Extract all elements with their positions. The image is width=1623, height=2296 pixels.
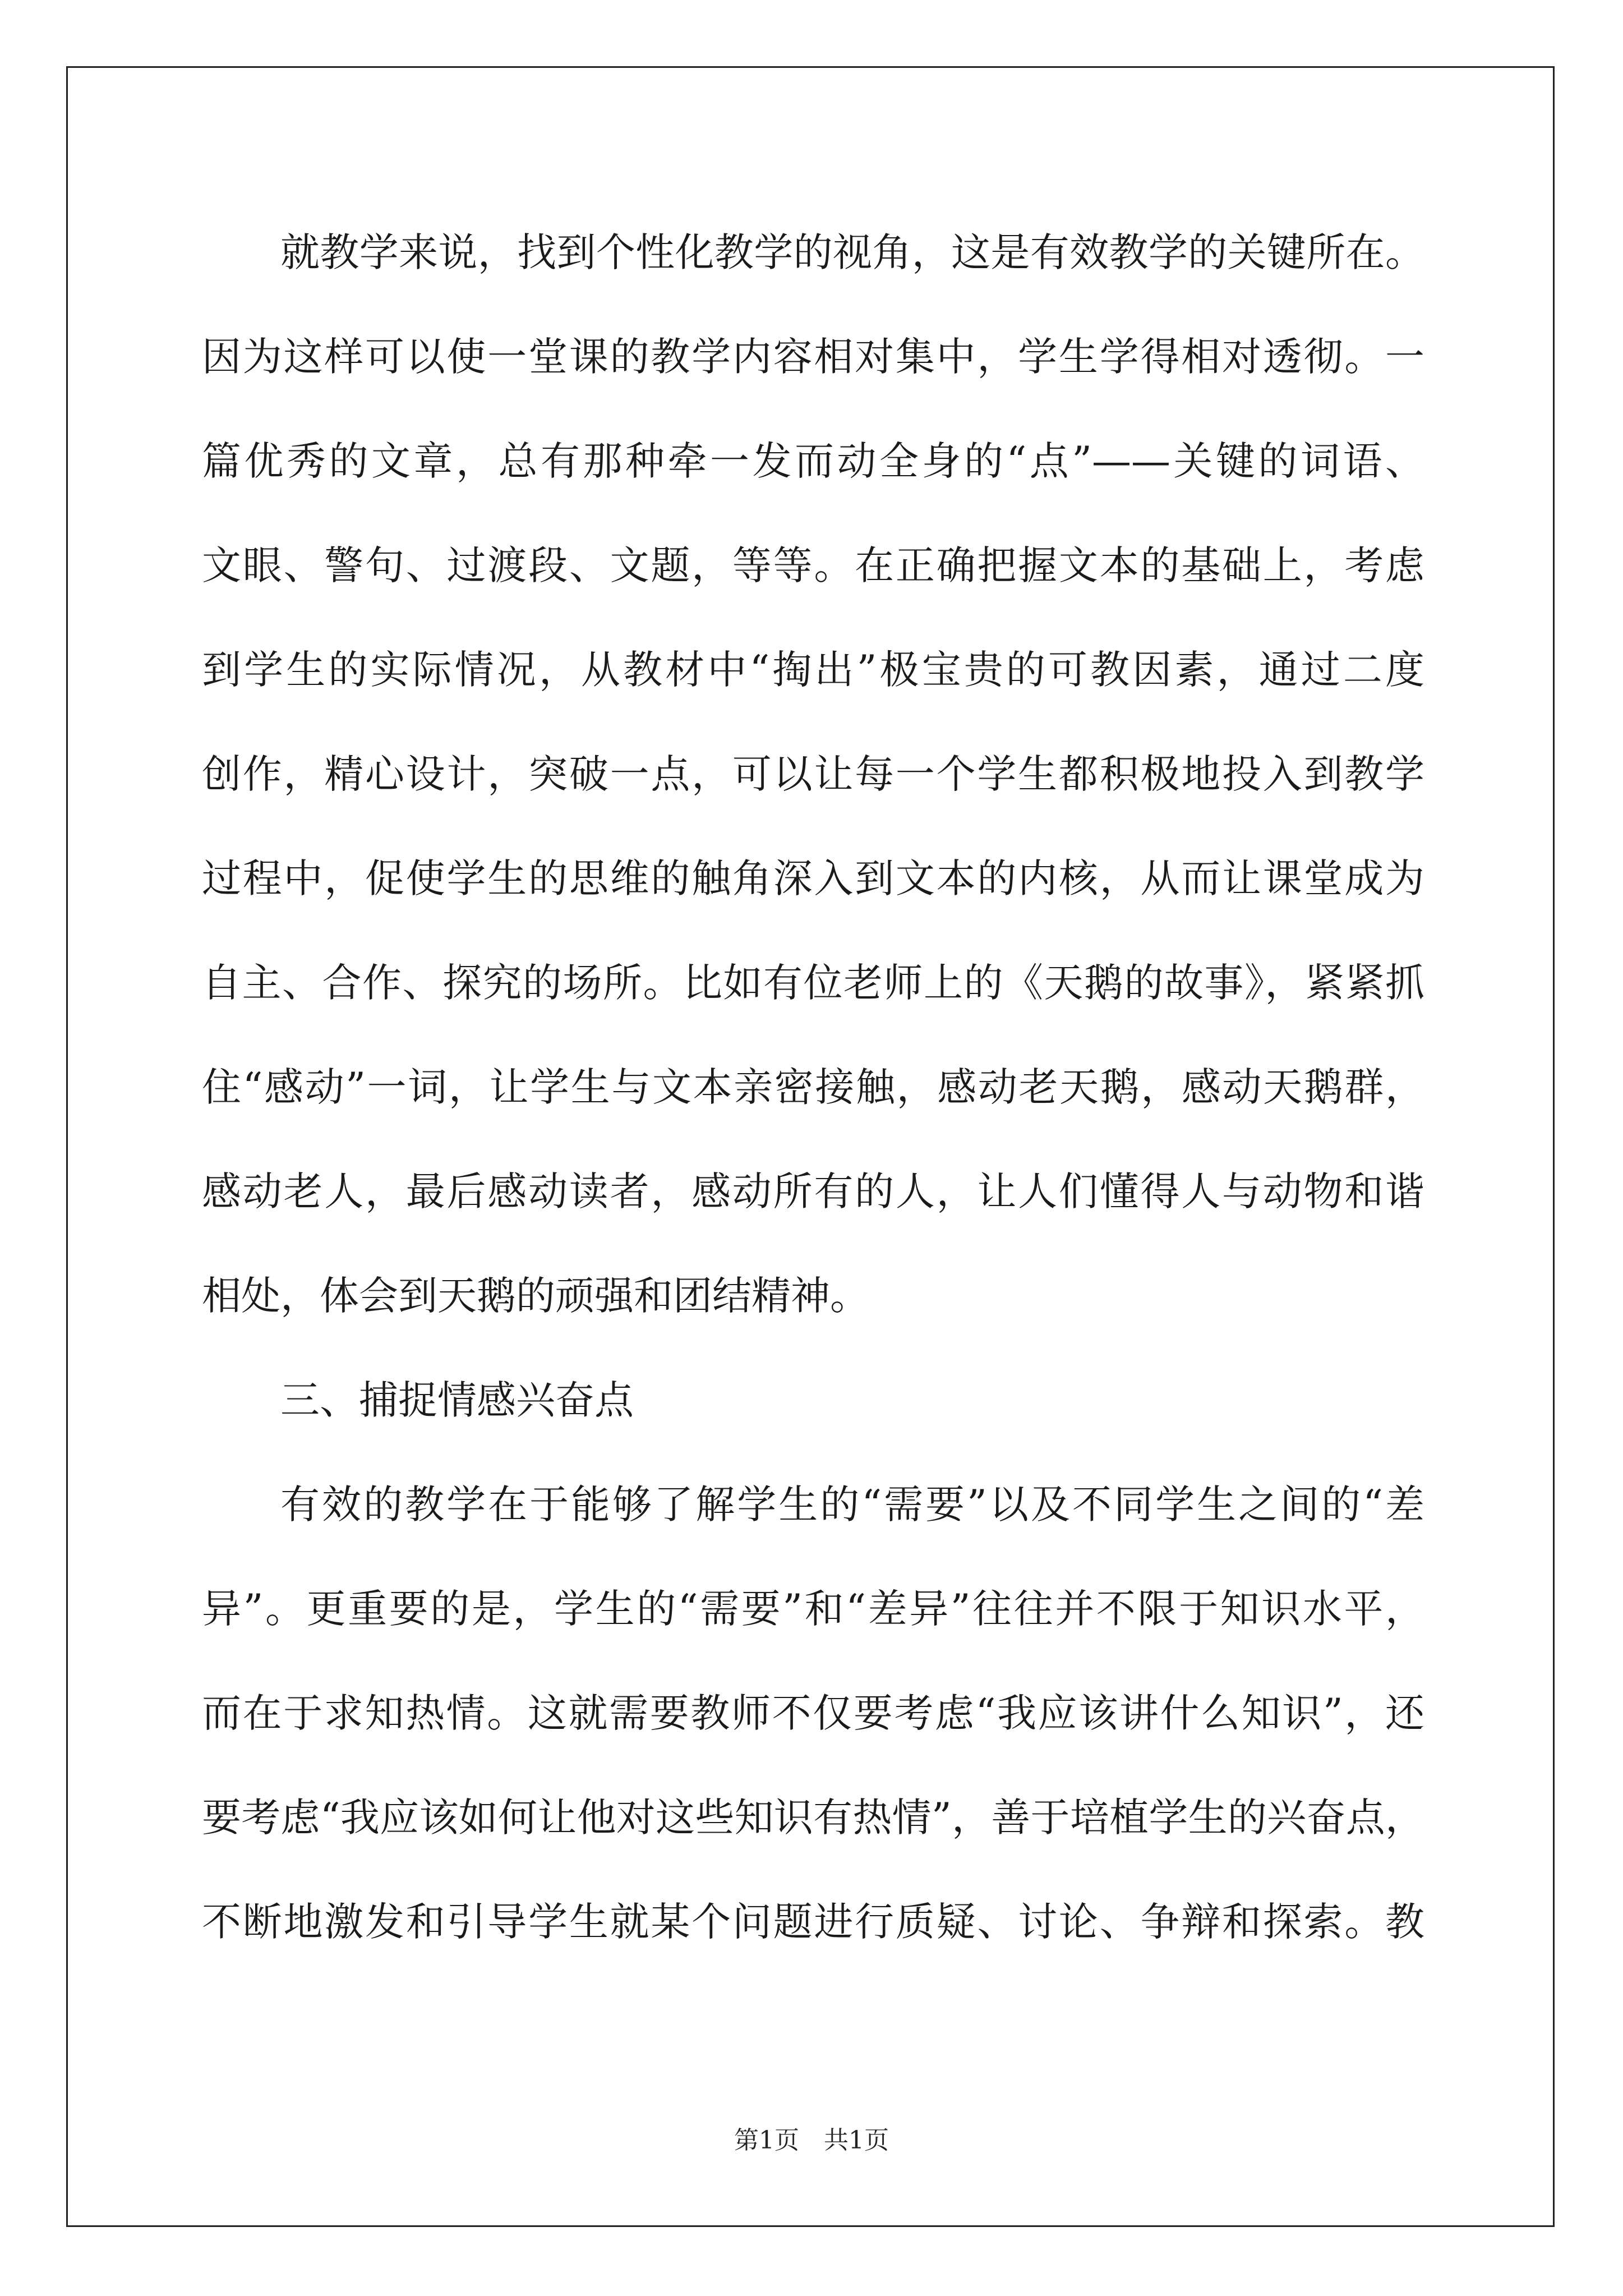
paragraph-line: 感动老人，最后感动读者，感动所有的人，让人们懂得人与动物和谐 [202,1168,1424,1214]
paragraph-line: 有效的教学在于能够了解学生的“需要”以及不同学生之间的“差 [280,1481,1424,1527]
paragraph-line: 篇优秀的文章，总有那种牵一发而动全身的“点”——关键的词语、 [202,438,1424,484]
paragraph-line: 不断地激发和引导学生就某个问题进行质疑、讨论、争辩和探索。教 [202,1899,1424,1945]
section-heading: 三、捕捉情感兴奋点 [280,1377,634,1423]
paragraph-line: 住“感动”一词，让学生与文本亲密接触，感动老天鹅，感动天鹅群， [202,1064,1424,1110]
paragraph-line: 而在于求知热情。这就需要教师不仅要考虑“我应该讲什么知识”，还 [202,1690,1424,1736]
paragraph-line: 自主、合作、探究的场所。比如有位老师上的《天鹅的故事》，紧紧抓 [202,960,1424,1006]
paragraph-line: 相处，体会到天鹅的顽强和团结精神。 [202,1273,869,1319]
paragraph-line: 创作，精心设计，突破一点，可以让每一个学生都积极地投入到教学 [202,751,1424,797]
paragraph-line: 要考虑“我应该如何让他对这些知识有热情”，善于培植学生的兴奋点， [202,1795,1424,1841]
paragraph-line: 异”。更重要的是，学生的“需要”和“差异”往往并不限于知识水平， [202,1586,1424,1632]
page-number-footer: 第1页 共1页 [734,2126,889,2155]
paragraph-line: 就教学来说，找到个性化教学的视角，这是有效教学的关键所在。 [280,229,1424,275]
paragraph-line: 到学生的实际情况，从教材中“掏出”极宝贵的可教因素，通过二度 [202,647,1424,693]
paragraph-line: 因为这样可以使一堂课的教学内容相对集中，学生学得相对透彻。一 [202,334,1424,380]
paragraph-line: 文眼、警句、过渡段、文题，等等。在正确把握文本的基础上，考虑 [202,542,1424,588]
paragraph-line: 过程中，促使学生的思维的触角深入到文本的内核，从而让课堂成为 [202,855,1424,901]
